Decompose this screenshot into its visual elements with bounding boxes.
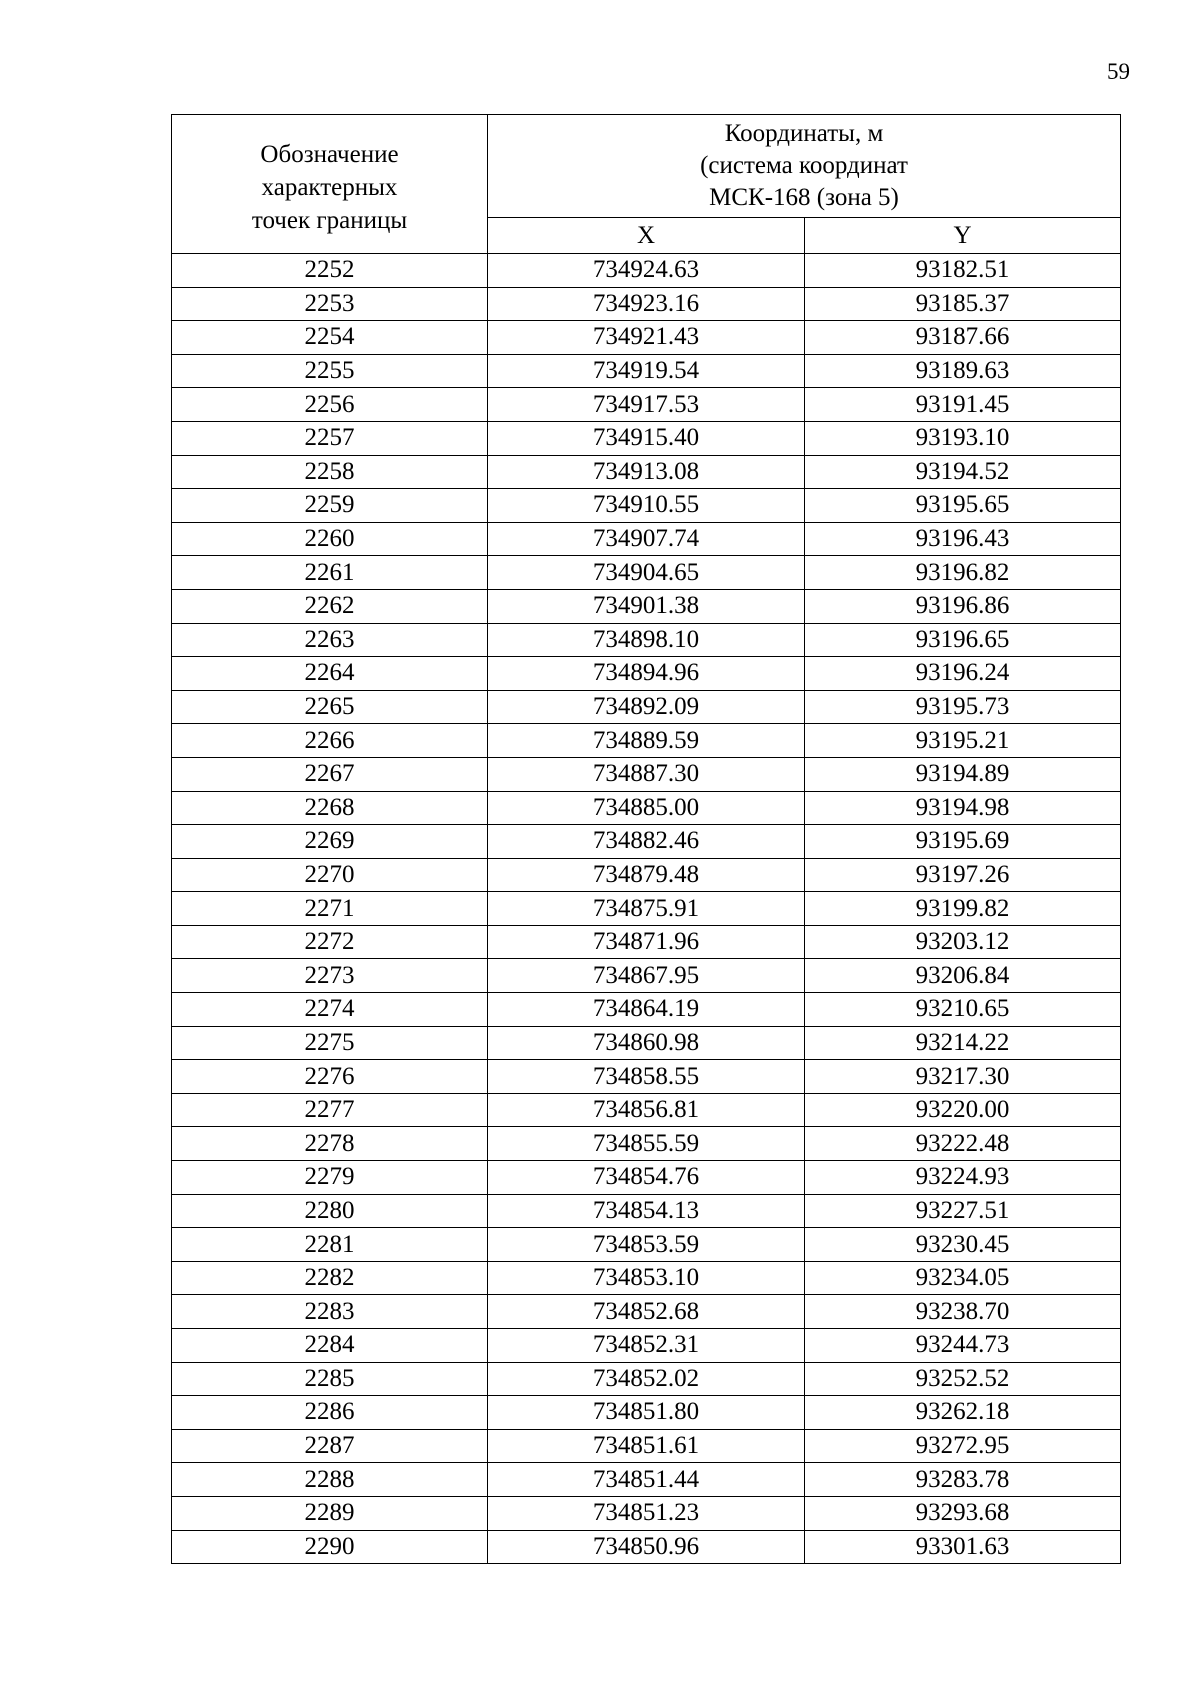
y-coordinate-cell: 93203.12 [805, 925, 1121, 959]
table-row [172, 925, 1121, 959]
point-cell: 2273 [172, 959, 488, 993]
x-coordinate-cell: 734901.38 [488, 589, 805, 623]
x-column-header: X [488, 218, 805, 254]
point-cell: 2289 [172, 1496, 488, 1530]
designation-header-line: Обозначение [260, 140, 399, 168]
table-row [172, 1161, 1121, 1195]
point-cell: 2285 [172, 1362, 488, 1396]
y-coordinate-cell: 93196.86 [805, 589, 1121, 623]
y-coordinate-cell: 93182.51 [805, 254, 1121, 288]
point-cell: 2258 [172, 455, 488, 489]
point-cell: 2263 [172, 623, 488, 657]
x-coordinate-cell: 734855.59 [488, 1127, 805, 1161]
table-row [172, 1429, 1121, 1463]
table-row [172, 1329, 1121, 1363]
table-row [172, 522, 1121, 556]
point-cell: 2281 [172, 1228, 488, 1262]
table-row [172, 489, 1121, 523]
y-coordinate-cell: 93301.63 [805, 1530, 1121, 1564]
table-row [172, 1463, 1121, 1497]
point-cell: 2255 [172, 354, 488, 388]
y-coordinate-cell: 93196.65 [805, 623, 1121, 657]
x-coordinate-cell: 734919.54 [488, 354, 805, 388]
point-cell: 2259 [172, 489, 488, 523]
table-row [172, 1496, 1121, 1530]
y-coordinate-cell: 93187.66 [805, 321, 1121, 355]
point-cell: 2290 [172, 1530, 488, 1564]
x-coordinate-cell: 734904.65 [488, 556, 805, 590]
point-cell: 2256 [172, 388, 488, 422]
y-coordinate-cell: 93194.98 [805, 791, 1121, 825]
table-row [172, 556, 1121, 590]
point-cell: 2260 [172, 522, 488, 556]
point-cell: 2287 [172, 1429, 488, 1463]
table-row [172, 254, 1121, 288]
table-row [172, 1060, 1121, 1094]
table-row [172, 354, 1121, 388]
x-coordinate-cell: 734854.76 [488, 1161, 805, 1195]
y-coordinate-cell: 93272.95 [805, 1429, 1121, 1463]
table-row [172, 690, 1121, 724]
table-row [172, 1261, 1121, 1295]
table-row [172, 1194, 1121, 1228]
x-coordinate-cell: 734898.10 [488, 623, 805, 657]
point-cell: 2265 [172, 690, 488, 724]
x-coordinate-cell: 734923.16 [488, 287, 805, 321]
point-cell: 2262 [172, 589, 488, 623]
x-coordinate-cell: 734853.10 [488, 1261, 805, 1295]
x-coordinate-cell: 734850.96 [488, 1530, 805, 1564]
x-coordinate-cell: 734853.59 [488, 1228, 805, 1262]
table-row [172, 791, 1121, 825]
y-coordinate-cell: 93210.65 [805, 993, 1121, 1027]
x-coordinate-cell: 734892.09 [488, 690, 805, 724]
point-cell: 2280 [172, 1194, 488, 1228]
table-row [172, 1127, 1121, 1161]
point-cell: 2272 [172, 925, 488, 959]
x-coordinate-cell: 734913.08 [488, 455, 805, 489]
point-cell: 2284 [172, 1329, 488, 1363]
y-coordinate-cell: 93196.82 [805, 556, 1121, 590]
point-cell: 2271 [172, 892, 488, 926]
y-coordinate-cell: 93227.51 [805, 1194, 1121, 1228]
y-coordinate-cell: 93189.63 [805, 354, 1121, 388]
y-coordinate-cell: 93224.93 [805, 1161, 1121, 1195]
y-coordinate-cell: 93293.68 [805, 1496, 1121, 1530]
point-cell: 2277 [172, 1093, 488, 1127]
table-row [172, 321, 1121, 355]
point-cell: 2283 [172, 1295, 488, 1329]
point-cell: 2278 [172, 1127, 488, 1161]
x-coordinate-cell: 734894.96 [488, 657, 805, 691]
x-coordinate-cell: 734860.98 [488, 1026, 805, 1060]
table-row [172, 757, 1121, 791]
point-cell: 2276 [172, 1060, 488, 1094]
x-coordinate-cell: 734851.61 [488, 1429, 805, 1463]
y-coordinate-cell: 93222.48 [805, 1127, 1121, 1161]
table-row [172, 1530, 1121, 1564]
y-coordinate-cell: 93191.45 [805, 388, 1121, 422]
x-coordinate-cell: 734867.95 [488, 959, 805, 993]
x-coordinate-cell: 734915.40 [488, 421, 805, 455]
y-column-header: Y [805, 218, 1121, 254]
y-coordinate-cell: 93217.30 [805, 1060, 1121, 1094]
y-coordinate-cell: 93194.52 [805, 455, 1121, 489]
y-coordinate-cell: 93196.43 [805, 522, 1121, 556]
table-row [172, 589, 1121, 623]
table-row [172, 623, 1121, 657]
table-row [172, 959, 1121, 993]
table-row [172, 825, 1121, 859]
x-coordinate-cell: 734852.02 [488, 1362, 805, 1396]
table-row [172, 1093, 1121, 1127]
y-coordinate-cell: 93234.05 [805, 1261, 1121, 1295]
x-coordinate-cell: 734921.43 [488, 321, 805, 355]
coordinates-header-line: МСК-168 (зона 5) [709, 184, 899, 212]
coordinates-header-line: (система координат [700, 152, 908, 180]
x-coordinate-cell: 734887.30 [488, 757, 805, 791]
point-cell: 2286 [172, 1396, 488, 1430]
y-coordinate-cell: 93195.65 [805, 489, 1121, 523]
y-coordinate-cell: 93194.89 [805, 757, 1121, 791]
designation-header-line: характерных [261, 173, 398, 201]
x-coordinate-cell: 734889.59 [488, 724, 805, 758]
point-cell: 2253 [172, 287, 488, 321]
point-cell: 2264 [172, 657, 488, 691]
table-row [172, 858, 1121, 892]
table-row [172, 657, 1121, 691]
table-row [172, 1295, 1121, 1329]
point-cell: 2267 [172, 757, 488, 791]
table-row [172, 1396, 1121, 1430]
y-coordinate-cell: 93185.37 [805, 287, 1121, 321]
x-coordinate-cell: 734871.96 [488, 925, 805, 959]
designation-header [172, 115, 488, 254]
y-coordinate-cell: 93197.26 [805, 858, 1121, 892]
y-coordinate-cell: 93230.45 [805, 1228, 1121, 1262]
table-row [172, 287, 1121, 321]
point-cell: 2268 [172, 791, 488, 825]
x-coordinate-cell: 734885.00 [488, 791, 805, 825]
point-cell: 2275 [172, 1026, 488, 1060]
y-coordinate-cell: 93262.18 [805, 1396, 1121, 1430]
x-coordinate-cell: 734910.55 [488, 489, 805, 523]
point-cell: 2261 [172, 556, 488, 590]
table-row [172, 388, 1121, 422]
y-coordinate-cell: 93214.22 [805, 1026, 1121, 1060]
table-body [172, 254, 1121, 1564]
point-cell: 2270 [172, 858, 488, 892]
y-coordinate-cell: 93238.70 [805, 1295, 1121, 1329]
x-coordinate-cell: 734879.48 [488, 858, 805, 892]
point-cell: 2257 [172, 421, 488, 455]
y-coordinate-cell: 93244.73 [805, 1329, 1121, 1363]
point-cell: 2254 [172, 321, 488, 355]
y-coordinate-cell: 93199.82 [805, 892, 1121, 926]
coordinates-header [488, 115, 1121, 218]
table-row [172, 421, 1121, 455]
x-coordinate-cell: 734852.68 [488, 1295, 805, 1329]
x-coordinate-cell: 734864.19 [488, 993, 805, 1027]
y-coordinate-cell: 93283.78 [805, 1463, 1121, 1497]
point-cell: 2269 [172, 825, 488, 859]
y-coordinate-cell: 93193.10 [805, 421, 1121, 455]
coordinates-table [171, 114, 1121, 1564]
x-coordinate-cell: 734854.13 [488, 1194, 805, 1228]
y-coordinate-cell: 93252.52 [805, 1362, 1121, 1396]
point-cell: 2252 [172, 254, 488, 288]
table-row [172, 1026, 1121, 1060]
table-row [172, 1228, 1121, 1262]
x-coordinate-cell: 734858.55 [488, 1060, 805, 1094]
table-row [172, 892, 1121, 926]
coordinates-header-line: Координаты, м [724, 120, 884, 148]
designation-header-line: точек границы [251, 206, 408, 234]
table-header [172, 115, 1121, 254]
point-cell: 2274 [172, 993, 488, 1027]
x-coordinate-cell: 734875.91 [488, 892, 805, 926]
point-cell: 2288 [172, 1463, 488, 1497]
y-coordinate-cell: 93195.73 [805, 690, 1121, 724]
table-row [172, 993, 1121, 1027]
point-cell: 2266 [172, 724, 488, 758]
x-coordinate-cell: 734882.46 [488, 825, 805, 859]
table-row [172, 455, 1121, 489]
y-coordinate-cell: 93195.69 [805, 825, 1121, 859]
x-coordinate-cell: 734851.23 [488, 1496, 805, 1530]
x-coordinate-cell: 734856.81 [488, 1093, 805, 1127]
y-coordinate-cell: 93195.21 [805, 724, 1121, 758]
y-coordinate-cell: 93196.24 [805, 657, 1121, 691]
point-cell: 2282 [172, 1261, 488, 1295]
x-coordinate-cell: 734851.44 [488, 1463, 805, 1497]
y-coordinate-cell: 93220.00 [805, 1093, 1121, 1127]
y-coordinate-cell: 93206.84 [805, 959, 1121, 993]
point-cell: 2279 [172, 1161, 488, 1195]
x-coordinate-cell: 734917.53 [488, 388, 805, 422]
x-coordinate-cell: 734924.63 [488, 254, 805, 288]
page-number: 59 [1107, 59, 1130, 84]
x-coordinate-cell: 734907.74 [488, 522, 805, 556]
x-coordinate-cell: 734851.80 [488, 1396, 805, 1430]
x-coordinate-cell: 734852.31 [488, 1329, 805, 1363]
table-row [172, 724, 1121, 758]
table-row [172, 1362, 1121, 1396]
